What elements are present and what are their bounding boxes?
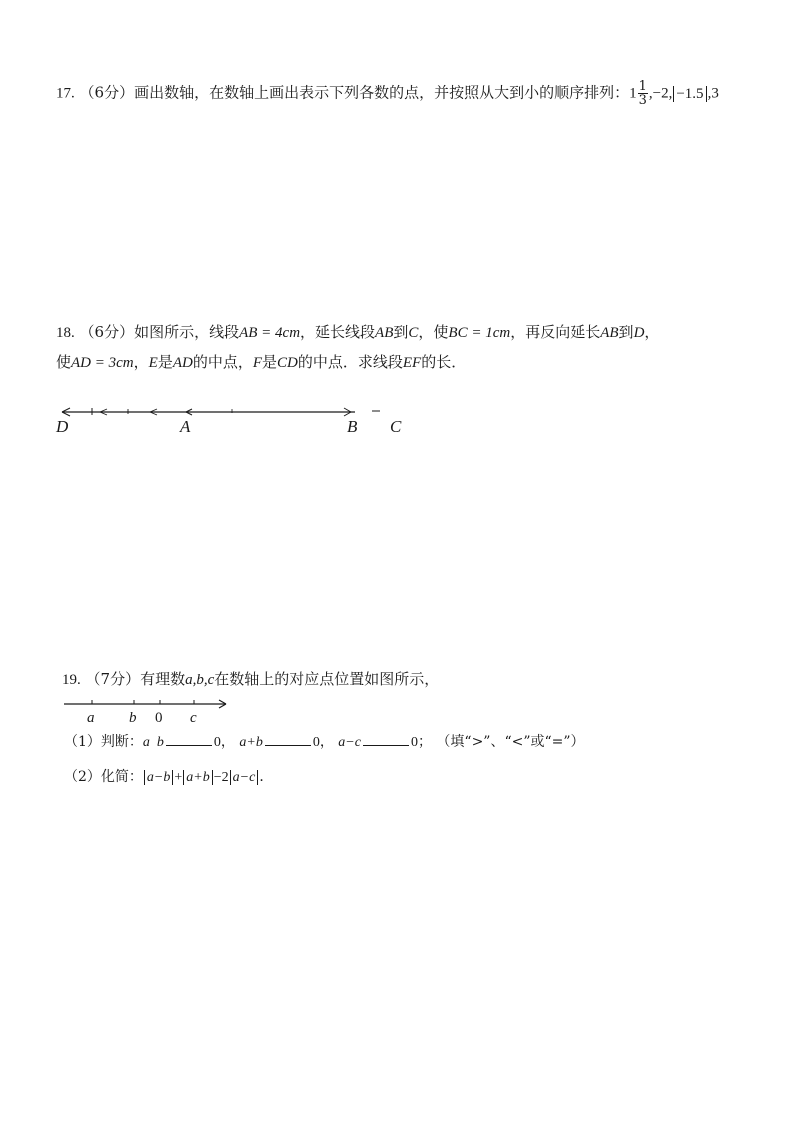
mixed-number-whole: 1 xyxy=(629,85,637,102)
math-expression: AD = 3cm xyxy=(71,355,134,371)
question-number: 18. xyxy=(56,325,75,341)
value-separator: ,−2, xyxy=(648,85,673,102)
text-segment: 如图所示，线段 xyxy=(134,323,240,341)
text-segment: 0， xyxy=(312,735,334,750)
question-score: （6分） xyxy=(79,323,135,341)
axis-label-c: c xyxy=(190,710,197,726)
axis-label-b: b xyxy=(129,710,137,726)
number-line-figure xyxy=(56,692,316,728)
value-tail: ,3 xyxy=(707,85,719,102)
part-label: （2）化简： xyxy=(64,769,143,785)
math-expression: AB xyxy=(375,325,394,341)
point-label-a: A xyxy=(180,417,191,436)
operator: −2 xyxy=(213,770,229,785)
text-segment: 0； xyxy=(410,735,432,750)
question-18-line-1 xyxy=(56,321,659,342)
question-19-part-2 xyxy=(64,766,273,786)
math-expression: a−c xyxy=(338,735,361,750)
text-segment: 到 xyxy=(618,323,634,341)
math-expression: AD xyxy=(172,355,193,371)
text-segment: 到 xyxy=(393,323,409,341)
text-segment: ，延长线段 xyxy=(300,323,376,341)
math-expression: a b xyxy=(142,735,164,750)
absolute-value: −1.5 xyxy=(673,86,706,102)
abs-term: a−c xyxy=(230,770,259,785)
abs-term: a+b xyxy=(183,770,212,785)
segment-figure xyxy=(0,398,794,448)
text-segment: 的中点， xyxy=(192,353,253,371)
text-segment: 是 xyxy=(157,353,173,371)
text-segment: 是 xyxy=(262,353,278,371)
fill-hint: （填“>”、“<”或“=”） xyxy=(436,734,585,750)
question-18-line-2 xyxy=(56,351,466,372)
question-17 xyxy=(56,80,719,107)
math-expression: AB = 4cm xyxy=(239,325,301,341)
point-label-b: B xyxy=(347,417,358,436)
math-expression: CD xyxy=(277,355,298,371)
question-number: 19. xyxy=(62,672,81,688)
math-expression: C xyxy=(408,325,419,341)
math-expression: a,b,c xyxy=(185,672,215,688)
text-segment: ，再反向延长 xyxy=(510,323,601,341)
part-label: （1）判断： xyxy=(64,734,143,750)
text-segment: 有理数 xyxy=(140,670,186,688)
text-segment: ，使 xyxy=(418,323,449,341)
text-segment: 的中点．求线段 xyxy=(297,353,403,371)
axis-label-a: a xyxy=(87,710,95,726)
question-number: 17. xyxy=(56,85,75,102)
math-expression: F xyxy=(252,355,263,371)
math-expression: EF xyxy=(402,355,422,371)
question-score: （7分） xyxy=(85,670,141,688)
question-score: （6分） xyxy=(79,83,135,102)
point-label-c: C xyxy=(390,417,402,436)
answer-blank[interactable] xyxy=(166,733,212,746)
math-expression: D xyxy=(633,325,645,341)
answer-blank[interactable] xyxy=(265,733,311,746)
question-19-part-1 xyxy=(64,731,585,751)
answer-blank[interactable] xyxy=(363,733,409,746)
text-segment: 的长． xyxy=(421,353,467,371)
text-segment: 在数轴上的对应点位置如图所示， xyxy=(214,670,440,688)
text-segment: 0， xyxy=(213,735,235,750)
math-expression: E xyxy=(148,355,158,371)
point-label-d: D xyxy=(56,417,69,436)
math-expression: AB xyxy=(600,325,619,341)
operator: + xyxy=(174,770,183,785)
question-19 xyxy=(62,668,439,689)
math-expression: BC = 1cm xyxy=(448,325,511,341)
fraction: $\frac{1}{3}$ xyxy=(638,79,647,108)
text-segment: ， xyxy=(644,323,660,341)
question-text: 画出数轴，在数轴上画出表示下列各数的点，并按照从大到小的顺序排列： xyxy=(134,83,630,102)
text-segment: ． xyxy=(259,769,274,785)
math-expression: a+b xyxy=(239,735,263,750)
axis-label-zero: 0 xyxy=(155,710,163,726)
abs-term: a−b xyxy=(144,770,173,785)
text-segment: 使 xyxy=(56,353,72,371)
text-segment: ， xyxy=(133,353,149,371)
